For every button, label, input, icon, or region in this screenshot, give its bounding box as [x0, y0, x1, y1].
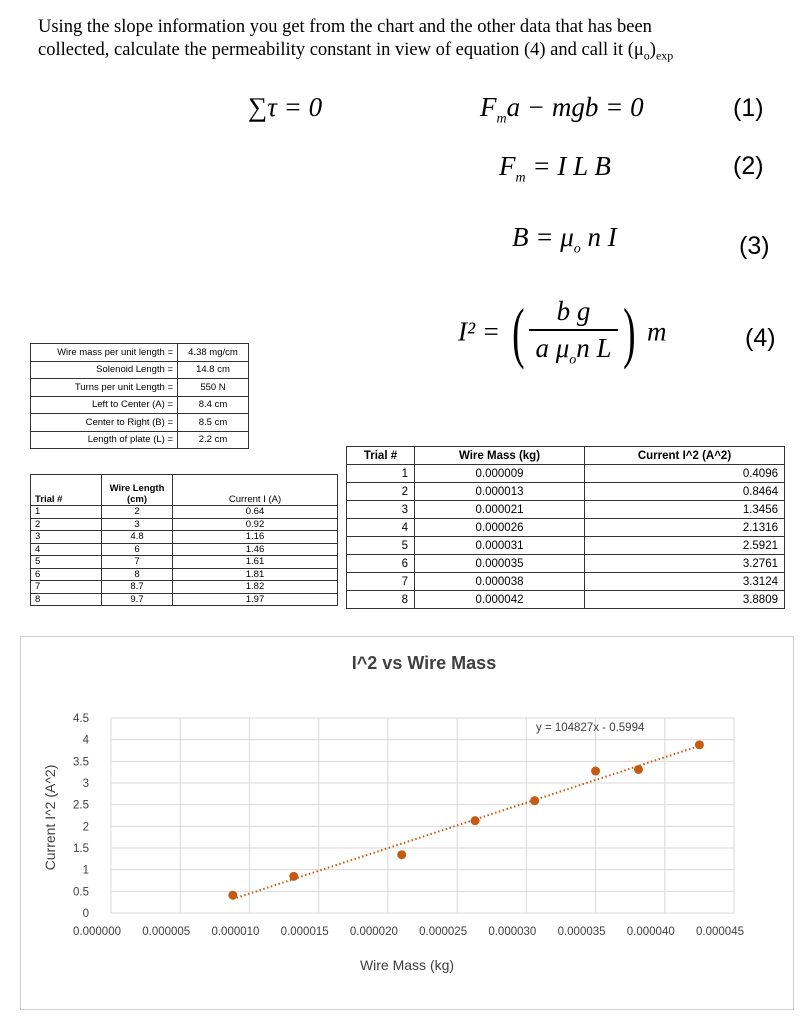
trials-row	[31, 593, 338, 606]
wire-mass-value: 0.000031	[415, 537, 585, 555]
chart-frame	[20, 636, 794, 1010]
y-tick-label: 3.5	[73, 756, 89, 769]
x-tick-label: 0.000020	[349, 926, 398, 938]
y-tick-label: 0	[82, 908, 89, 920]
torque-equation: ∑τ = 0	[248, 92, 323, 122]
trials-header-current: Current I (A)	[173, 475, 338, 506]
y-tick-label: 2.5	[73, 799, 89, 812]
trial-number: 1	[31, 506, 102, 519]
eq4-denom-a: a μ	[535, 333, 570, 363]
intro-sub-o: o	[643, 48, 650, 63]
wire-length: 8.7	[102, 581, 173, 594]
trials-table	[30, 474, 338, 606]
data-point	[634, 765, 643, 774]
equation-2-number: (2)	[733, 152, 764, 180]
equation-3	[512, 222, 617, 257]
y-tick-label: 2	[82, 821, 89, 834]
parameter-row	[31, 379, 249, 397]
trials-row	[31, 581, 338, 594]
current-squared-value: 3.3124	[585, 573, 785, 591]
x-tick-label: 0.000000	[73, 926, 121, 938]
equation-3-number: (3)	[739, 232, 770, 260]
parameter-label: Solenoid Length =	[31, 361, 178, 379]
eq1-rest: a − mgb = 0	[506, 92, 644, 122]
trials-row	[31, 518, 338, 531]
wire-length: 8	[102, 568, 173, 581]
parameters-table-body	[31, 344, 249, 449]
data-point	[289, 872, 298, 881]
trial-number: 2	[31, 518, 102, 531]
intro-line-2	[38, 39, 798, 68]
trial-number: 5	[31, 556, 102, 569]
y-tick-label: 1	[82, 864, 89, 877]
x-tick-label: 0.000030	[488, 926, 537, 938]
current-value: 1.81	[173, 568, 338, 581]
equation-4	[458, 294, 667, 371]
eq4-left: I² =	[458, 316, 501, 347]
intro-line-1: Using the slope information you get from the chart and the other data that has been	[38, 17, 652, 37]
trials-row	[31, 568, 338, 581]
wire-length: 3	[102, 518, 173, 531]
chart-title: I^2 vs Wire Mass	[351, 653, 497, 673]
mass-trial-number: 8	[347, 591, 415, 609]
eq1-sub: m	[496, 111, 507, 127]
mass-trial-number: 6	[347, 555, 415, 573]
eq4-right: m	[646, 316, 667, 347]
parameter-row	[31, 396, 249, 414]
current-squared-value: 1.3456	[585, 501, 785, 519]
y-axis-label: Current I^2 (A^2)	[42, 764, 58, 871]
wire-mass-table	[346, 446, 785, 609]
mass-row	[347, 591, 785, 609]
mass-trial-number: 4	[347, 519, 415, 537]
intro-sub-exp: exp	[655, 48, 674, 63]
mass-row	[347, 483, 785, 501]
mass-trial-number: 1	[347, 465, 415, 483]
mass-trial-number: 7	[347, 573, 415, 591]
wire-mass-value: 0.000026	[415, 519, 585, 537]
mass-row	[347, 537, 785, 555]
eq3-rest: n I	[580, 222, 617, 252]
parameter-label: Wire mass per unit length =	[31, 344, 178, 362]
trials-row	[31, 556, 338, 569]
parameter-label: Center to Right (B) =	[31, 414, 178, 432]
parameter-label: Turns per unit Length =	[31, 379, 178, 397]
x-tick-label: 0.000035	[557, 926, 606, 938]
mass-header-mass: Wire Mass (kg)	[415, 447, 585, 465]
data-point	[471, 816, 480, 825]
trials-header-length: Wire Length (cm)	[102, 475, 173, 506]
current-squared-value: 2.1316	[585, 519, 785, 537]
wire-mass-table-body	[347, 465, 785, 609]
x-tick-label: 0.000045	[696, 926, 744, 938]
eq2-sub: m	[515, 170, 526, 186]
mass-row	[347, 465, 785, 483]
eq4-denom-sub: o	[569, 352, 577, 368]
trial-number: 7	[31, 581, 102, 594]
trial-number: 4	[31, 543, 102, 556]
parameter-value: 14.8 cm	[178, 361, 249, 379]
eq4-fraction	[529, 296, 617, 368]
mass-header-trial: Trial #	[347, 447, 415, 465]
wire-mass-value: 0.000042	[415, 591, 585, 609]
mass-header-current-sq: Current I^2 (A^2)	[585, 447, 785, 465]
wire-mass-value: 0.000035	[415, 555, 585, 573]
data-point	[695, 740, 704, 749]
mass-row	[347, 501, 785, 519]
trial-number: 6	[31, 568, 102, 581]
wire-mass-value: 0.000038	[415, 573, 585, 591]
data-point	[228, 891, 237, 900]
wire-mass-value: 0.000013	[415, 483, 585, 501]
wire-mass-value: 0.000021	[415, 501, 585, 519]
eq1-F: F	[480, 92, 497, 122]
mass-trial-number: 2	[347, 483, 415, 501]
wire-length: 2	[102, 506, 173, 519]
mass-row	[347, 555, 785, 573]
parameter-value: 8.5 cm	[178, 414, 249, 432]
current-value: 0.92	[173, 518, 338, 531]
trials-table-body	[31, 506, 338, 606]
parameter-label: Left to Center (A) =	[31, 396, 178, 414]
mass-row	[347, 519, 785, 537]
mass-row	[347, 573, 785, 591]
eq2-rest: = I L B	[525, 151, 611, 181]
trendline-equation: y = 104827x - 0.5994	[536, 722, 645, 734]
data-point	[530, 796, 539, 805]
equation-1	[480, 92, 644, 127]
trials-row	[31, 506, 338, 519]
current-value: 1.46	[173, 543, 338, 556]
y-tick-label: 3	[82, 778, 89, 790]
mass-trial-number: 5	[347, 537, 415, 555]
trial-number: 3	[31, 531, 102, 544]
parameter-value: 2.2 cm	[178, 431, 249, 449]
parameter-row	[31, 344, 249, 362]
eq4-right-paren: )	[622, 294, 636, 371]
current-squared-value: 3.8809	[585, 591, 785, 609]
equation-4-number: (4)	[745, 324, 776, 352]
parameter-row	[31, 361, 249, 379]
wire-length: 9.7	[102, 593, 173, 606]
wire-length: 4.8	[102, 531, 173, 544]
trial-number: 8	[31, 593, 102, 606]
eq3-B: B = μ	[512, 222, 574, 252]
trendline	[233, 746, 700, 899]
eq4-denominator	[529, 331, 617, 368]
parameter-label: Length of plate (L) =	[31, 431, 178, 449]
current-value: 1.82	[173, 581, 338, 594]
current-squared-value: 3.2761	[585, 555, 785, 573]
equation-2	[499, 151, 611, 186]
current-value: 1.16	[173, 531, 338, 544]
data-point	[591, 767, 600, 776]
intro-close-paren: )	[649, 40, 656, 60]
current-value: 1.97	[173, 593, 338, 606]
trials-header-trial: Trial #	[31, 475, 102, 506]
y-tick-label: 1.5	[73, 843, 89, 855]
parameters-table	[30, 343, 249, 449]
wire-length: 7	[102, 556, 173, 569]
current-value: 1.61	[173, 556, 338, 569]
mass-header-row	[347, 447, 785, 465]
trials-row	[31, 531, 338, 544]
eq3-sub: o	[573, 241, 581, 257]
wire-mass-value: 0.000009	[415, 465, 585, 483]
y-tick-label: 0.5	[73, 886, 89, 899]
parameter-value: 8.4 cm	[178, 396, 249, 414]
mass-trial-number: 3	[347, 501, 415, 519]
y-tick-label: 4	[82, 734, 89, 747]
x-tick-label: 0.000015	[280, 926, 329, 938]
trials-row	[31, 543, 338, 556]
current-squared-value: 0.4096	[585, 465, 785, 483]
current-value: 0.64	[173, 506, 338, 519]
intro-paragraph	[38, 16, 798, 68]
eq4-denom-b: n L	[576, 333, 612, 363]
intro-line-2-main: collected, calculate the permeability constant in view of equation (4) and call it (μ	[38, 40, 644, 60]
x-tick-label: 0.000010	[211, 926, 260, 938]
scatter-chart	[21, 637, 793, 1009]
data-point	[397, 850, 406, 859]
x-tick-label: 0.000025	[419, 926, 468, 938]
x-tick-label: 0.000040	[626, 926, 675, 938]
eq4-left-paren: (	[511, 294, 525, 371]
current-squared-value: 2.5921	[585, 537, 785, 555]
y-tick-label: 4.5	[73, 713, 89, 725]
wire-length: 6	[102, 543, 173, 556]
parameter-row	[31, 431, 249, 449]
equation-1-number: (1)	[733, 94, 764, 122]
current-squared-value: 0.8464	[585, 483, 785, 501]
trials-header-row	[31, 475, 338, 506]
parameter-value: 4.38 mg/cm	[178, 344, 249, 362]
parameter-row	[31, 414, 249, 432]
x-axis-label: Wire Mass (kg)	[359, 957, 455, 973]
parameter-value: 550 N	[178, 379, 249, 397]
eq4-numerator: b g	[529, 296, 617, 331]
eq2-F: F	[499, 151, 516, 181]
x-tick-label: 0.000005	[142, 926, 191, 938]
